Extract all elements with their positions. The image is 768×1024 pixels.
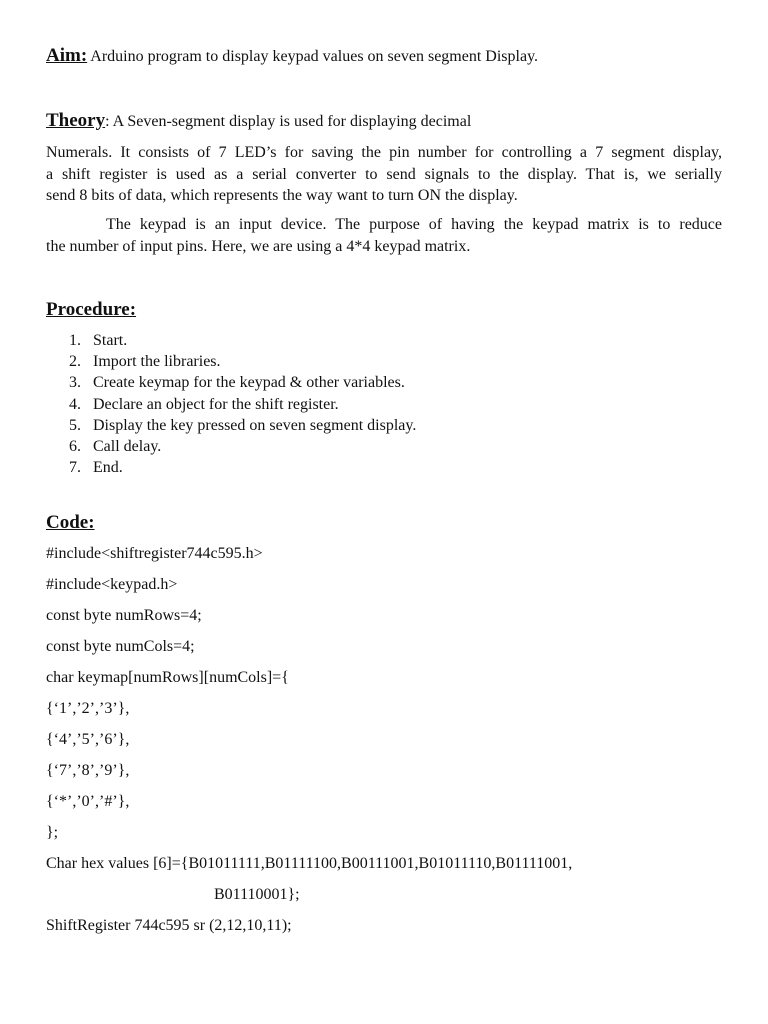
procedure-step [46, 457, 722, 478]
code-line: {‘1’,’2’,’3’}, [46, 700, 130, 717]
theory-body-line: a shift register is used as a serial converter to send signals to the display. That is, we serially [46, 165, 722, 183]
procedure-step [46, 415, 722, 436]
step-number: 4. [69, 395, 81, 413]
procedure-heading: Procedure: [46, 299, 137, 320]
code-line: B01110001}; [214, 886, 300, 903]
code-line: }; [46, 824, 59, 841]
keypad-paragraph [46, 214, 722, 258]
step-text: Import the libraries. [93, 353, 221, 371]
code-line: const byte numRows=4; [46, 607, 202, 624]
theory-body-paragraph [46, 142, 722, 207]
aim-heading: Aim: [46, 45, 88, 66]
code-line: #include<shiftregister744c595.h> [46, 545, 263, 562]
step-number: 1. [69, 332, 81, 349]
step-text: End. [93, 459, 123, 477]
code-line: #include<keypad.h> [46, 576, 178, 593]
procedure-step [46, 436, 722, 457]
procedure-step [46, 351, 722, 372]
theory-body-line: Numerals. It consists of 7 LED’s for saving the pin number for controlling a 7 segment display, [46, 144, 722, 161]
theory-paragraph [46, 109, 722, 134]
step-text: Display the key pressed on seven segment display. [93, 416, 417, 434]
theory-heading: Theory [46, 110, 106, 131]
step-text: Declare an object for the shift register. [93, 395, 339, 413]
theory-lead-text: : A Seven-segment display is used for displaying decimal [105, 113, 472, 130]
step-text: Create keymap for the keypad & other variables. [93, 374, 405, 392]
step-text: Call delay. [93, 438, 162, 456]
aim-paragraph [46, 44, 722, 69]
step-text: Start. [93, 332, 128, 349]
code-line: Char hex values [6]={B01011111,B01111100,B00111001,B01011110,B01111001, [46, 855, 573, 872]
code-line: {‘4’,’5’,’6’}, [46, 731, 130, 748]
keypad-paragraph-line: the number of input pins. Here, we are using a 4*4 keypad matrix. [46, 238, 471, 255]
code-line: ShiftRegister 744c595 sr (2,12,10,11); [46, 917, 292, 934]
code-line: {‘7’,’8’,’9’}, [46, 762, 130, 779]
code-listing [46, 543, 722, 946]
procedure-step [46, 330, 722, 351]
procedure-step [46, 372, 722, 393]
step-number: 6. [69, 438, 81, 456]
step-number: 7. [69, 459, 81, 477]
aim-text: Arduino program to display keypad values on seven segment Display. [87, 48, 539, 65]
step-number: 5. [69, 416, 81, 434]
theory-body-line: send 8 bits of data, which represents the way want to turn ON the display. [46, 187, 518, 204]
procedure-steps-list [46, 330, 722, 478]
code-line: {‘*’,’0’,’#’}, [46, 793, 130, 810]
keypad-paragraph-line: The keypad is an input device. The purpose of having the keypad matrix is to reduce [106, 216, 722, 233]
code-heading: Code: [46, 512, 95, 533]
procedure-step [46, 394, 722, 415]
code-line: char keymap[numRows][numCols]={ [46, 669, 289, 686]
code-line: const byte numCols=4; [46, 638, 195, 655]
step-number: 3. [69, 374, 81, 392]
step-number: 2. [69, 353, 81, 371]
